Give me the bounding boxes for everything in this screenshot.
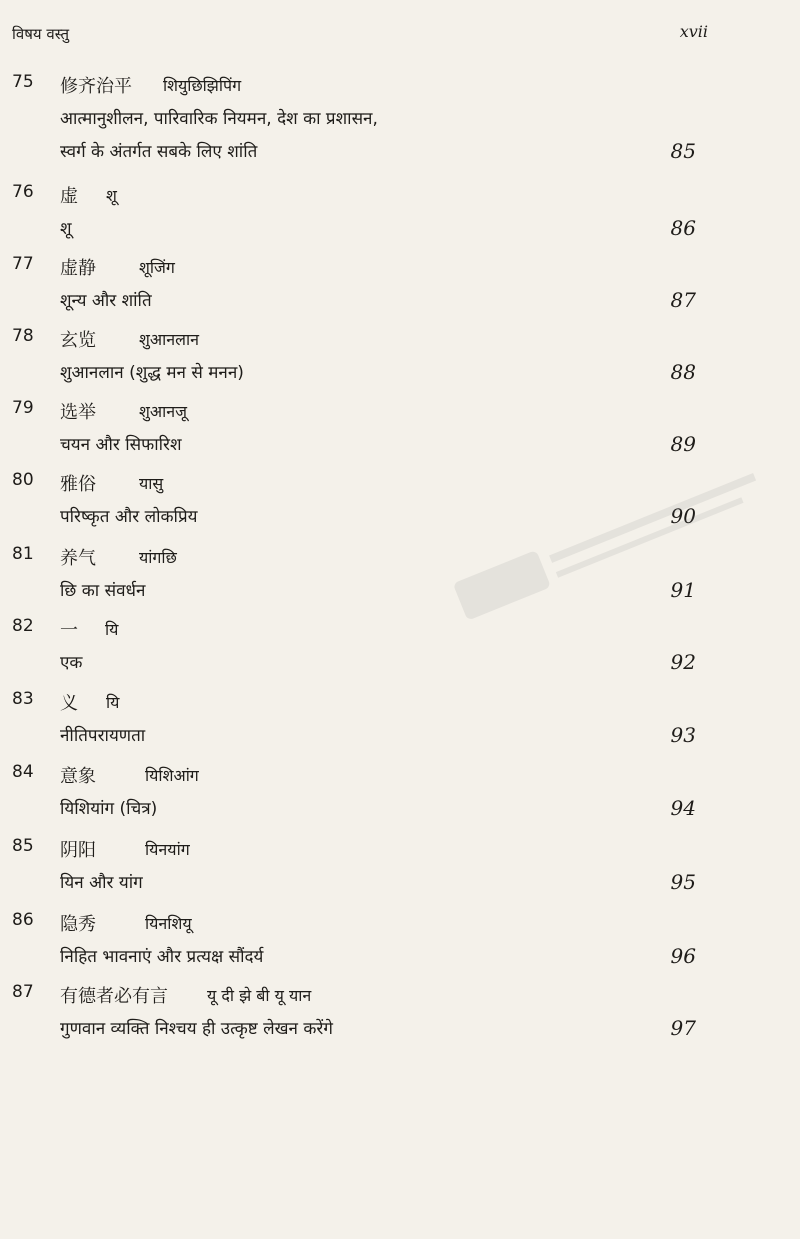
transliteration: शुआनजू	[139, 402, 187, 421]
page-number: 92	[670, 650, 696, 674]
running-title: विषय वस्तु	[12, 25, 70, 43]
entry-number: 79	[12, 398, 34, 418]
transliteration: शुआनलान	[139, 330, 199, 349]
toc-entry	[0, 176, 800, 250]
entry-description: छि का संवर्धन	[60, 581, 146, 601]
transliteration: यांगछि	[139, 548, 177, 567]
page-number: 87	[670, 288, 696, 312]
toc-entry	[0, 392, 800, 466]
entry-description: चयन और सिफारिश	[60, 435, 182, 455]
page-header	[0, 18, 800, 48]
entry-number: 84	[12, 762, 34, 782]
chinese-term: 玄览	[60, 330, 96, 351]
toc-entry	[0, 683, 800, 757]
entry-number: 82	[12, 616, 34, 636]
entry-number: 81	[12, 544, 34, 564]
toc-entry	[0, 976, 800, 1050]
transliteration: यि	[105, 620, 119, 639]
page-number-roman: xvii	[679, 22, 708, 41]
entry-description: गुणवान व्यक्ति निश्चय ही उत्कृष्ट लेखन करेंगे	[60, 1019, 333, 1039]
entry-number: 85	[12, 836, 34, 856]
entry-number: 76	[12, 182, 34, 202]
entry-description: यिन और यांग	[60, 873, 143, 893]
page-number: 90	[670, 504, 696, 528]
page-number: 91	[670, 578, 696, 602]
chinese-term: 义	[60, 693, 78, 714]
entry-description: एक	[60, 653, 83, 673]
chinese-term: 一	[60, 620, 78, 641]
transliteration: यिनशियू	[145, 914, 192, 933]
chinese-term: 修齐治平	[60, 76, 132, 97]
toc-entry	[0, 830, 800, 904]
chinese-term: 雅俗	[60, 474, 96, 495]
transliteration: शूजिंग	[139, 258, 175, 277]
toc-entry	[0, 320, 800, 394]
entry-description: निहित भावनाएं और प्रत्यक्ष सौंदर्य	[60, 947, 264, 967]
page-number: 88	[670, 360, 696, 384]
entry-description: यिशियांग (चित्र)	[60, 799, 158, 819]
entry-description: नीतिपरायणता	[60, 726, 146, 746]
entry-number: 78	[12, 326, 34, 346]
transliteration: यू दी झे बी यू यान	[207, 986, 312, 1005]
chinese-term: 阴阳	[60, 840, 96, 861]
page-number: 85	[670, 139, 696, 163]
page-number: 96	[670, 944, 696, 968]
entry-description: शुआनलान (शुद्ध मन से मनन)	[60, 363, 244, 383]
chinese-term: 虚静	[60, 258, 96, 279]
transliteration: यिशिआंग	[145, 766, 199, 785]
entry-number: 77	[12, 254, 34, 274]
chinese-term: 养气	[60, 548, 96, 569]
chinese-term: 虚	[60, 186, 78, 207]
toc-entry	[0, 66, 800, 163]
toc-entry	[0, 904, 800, 978]
entry-number: 80	[12, 470, 34, 490]
entry-number: 83	[12, 689, 34, 709]
entry-description: परिष्कृत और लोकप्रिय	[60, 507, 198, 527]
page-number: 93	[670, 723, 696, 747]
toc-entry	[0, 756, 800, 830]
toc-entry	[0, 248, 800, 322]
entry-number: 87	[12, 982, 34, 1002]
transliteration: यि	[106, 693, 120, 712]
transliteration: शू	[106, 186, 117, 205]
chinese-term: 选举	[60, 402, 96, 423]
page-number: 86	[670, 216, 696, 240]
page-number: 94	[670, 796, 696, 820]
page-number: 95	[670, 870, 696, 894]
toc-entry	[0, 610, 800, 684]
transliteration: यिनयांग	[145, 840, 190, 859]
page-number: 89	[670, 432, 696, 456]
entry-description: शू	[60, 219, 72, 239]
entry-description: शून्य और शांति	[60, 291, 152, 311]
transliteration: यासु	[139, 474, 164, 493]
entry-description: स्वर्ग के अंतर्गत सबके लिए शांति	[60, 142, 258, 162]
entry-number: 75	[12, 72, 34, 92]
chinese-term: 意象	[60, 766, 96, 787]
entry-number: 86	[12, 910, 34, 930]
entry-description: आत्मानुशीलन, पारिवारिक नियमन, देश का प्रशासन,	[60, 109, 378, 129]
chinese-term: 隐秀	[60, 914, 96, 935]
chinese-term: 有德者必有言	[60, 986, 168, 1007]
page-number: 97	[670, 1016, 696, 1040]
transliteration: शियुछिझिपिंग	[163, 76, 242, 95]
